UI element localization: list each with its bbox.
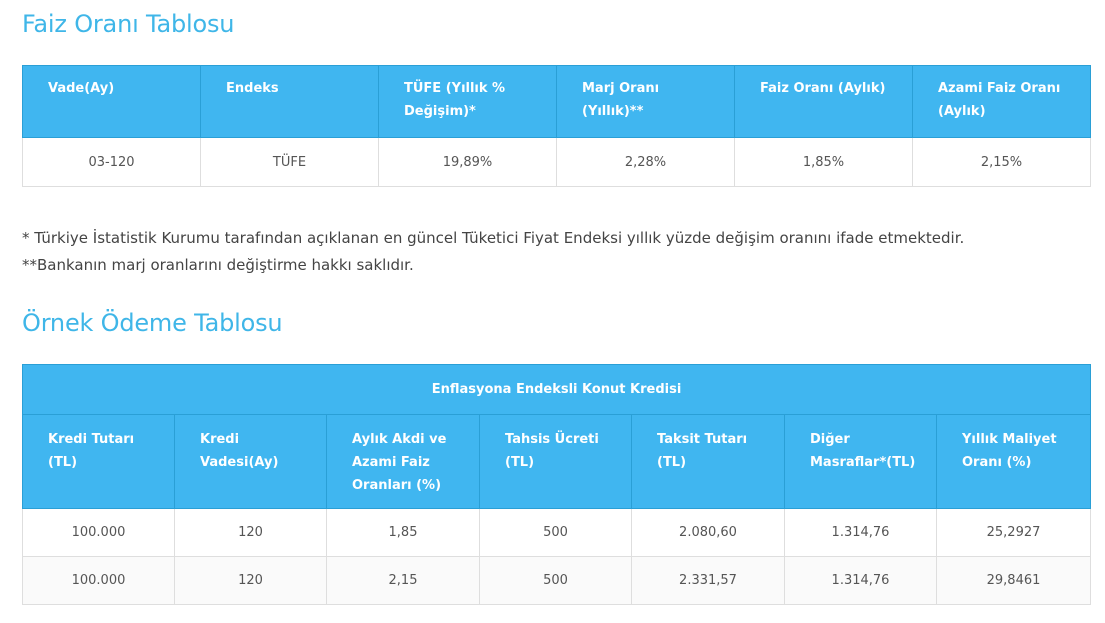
cell-cpi-change: 19,89%	[379, 138, 557, 187]
payment-table-header-row	[23, 415, 1091, 509]
column-header-max-rate: Azami Faiz Oranı (Aylık)	[913, 66, 1091, 138]
footnote-cpi: * Türkiye İstatistik Kurumu tarafından açıklanan en güncel Tüketici Fiyat Endeksi yıllık yüzde değişim oranını ifade etmektedir.	[22, 229, 965, 247]
cell-annual-cost-rate: 29,8461	[937, 557, 1091, 605]
rate-table-header-row	[23, 66, 1091, 138]
cell-monthly-rate: 1,85%	[735, 138, 913, 187]
cell-loan-term: 120	[175, 557, 327, 605]
column-header-term: Vade(Ay)	[23, 66, 201, 138]
cell-loan-amount: 100.000	[23, 509, 175, 557]
column-header-loan-amount: Kredi Tutarı (TL)	[23, 415, 175, 509]
cell-loan-term: 120	[175, 509, 327, 557]
table-row	[23, 138, 1091, 187]
column-header-interest-rates: Aylık Akdi ve Azami Faiz Oranları (%)	[327, 415, 480, 509]
cell-interest-rate: 1,85	[327, 509, 480, 557]
cell-index: TÜFE	[201, 138, 379, 187]
cell-other-costs: 1.314,76	[785, 509, 937, 557]
payment-table-title: Örnek Ödeme Tablosu	[22, 309, 283, 337]
cell-interest-rate: 2,15	[327, 557, 480, 605]
column-header-margin-rate: Marj Oranı (Yıllık)**	[557, 66, 735, 138]
cell-annual-cost-rate: 25,2927	[937, 509, 1091, 557]
payment-table	[22, 364, 1091, 605]
column-header-installment: Taksit Tutarı (TL)	[632, 415, 785, 509]
column-header-cpi-change: TÜFE (Yıllık % Değişim)*	[379, 66, 557, 138]
cell-other-costs: 1.314,76	[785, 557, 937, 605]
cell-term: 03-120	[23, 138, 201, 187]
cell-allocation-fee: 500	[480, 557, 632, 605]
column-header-monthly-rate: Faiz Oranı (Aylık)	[735, 66, 913, 138]
footnotes	[22, 225, 964, 279]
cell-allocation-fee: 500	[480, 509, 632, 557]
rate-table-title: Faiz Oranı Tablosu	[22, 10, 235, 38]
footnote-margin: **Bankanın marj oranlarını değiştirme hakkı saklıdır.	[22, 256, 414, 274]
table-row	[23, 557, 1091, 605]
cell-installment: 2.080,60	[632, 509, 785, 557]
table-row	[23, 509, 1091, 557]
column-header-other-costs: Diğer Masraflar*(TL)	[785, 415, 937, 509]
payment-table-caption-row	[23, 365, 1091, 415]
column-header-index: Endeks	[201, 66, 379, 138]
payment-table-caption: Enflasyona Endeksli Konut Kredisi	[23, 365, 1091, 415]
column-header-loan-term: Kredi Vadesi(Ay)	[175, 415, 327, 509]
column-header-allocation-fee: Tahsis Ücreti (TL)	[480, 415, 632, 509]
rate-table	[22, 65, 1091, 187]
cell-max-rate: 2,15%	[913, 138, 1091, 187]
cell-margin-rate: 2,28%	[557, 138, 735, 187]
cell-loan-amount: 100.000	[23, 557, 175, 605]
column-header-annual-cost-rate: Yıllık Maliyet Oranı (%)	[937, 415, 1091, 509]
cell-installment: 2.331,57	[632, 557, 785, 605]
